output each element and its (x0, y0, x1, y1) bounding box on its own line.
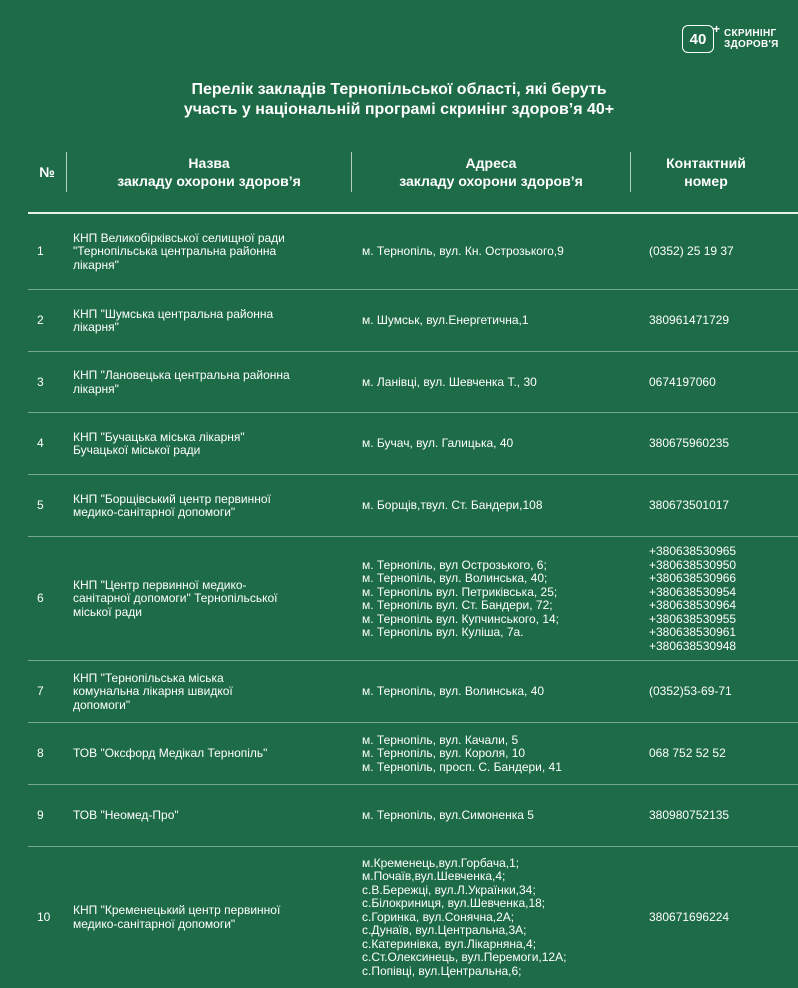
facility-name-line: КНП Великобірківської селищної ради (73, 230, 285, 245)
header-address (353, 152, 629, 192)
contact-phone (649, 847, 798, 988)
row-number: 10 (37, 909, 51, 924)
facility-name-line: комунальна лікарня швидкої (73, 684, 233, 699)
page-title (0, 80, 798, 120)
logo-badge (682, 22, 720, 53)
facility-address-line: м. Тернопіль, вул Острозького, 6; (362, 557, 547, 572)
header-divider (66, 152, 67, 192)
facility-name-line: КНП "Шумська центральна районна (73, 306, 274, 321)
screening-logo (682, 22, 790, 56)
contact-phone-line: 0674197060 (649, 374, 716, 389)
facility-name-line: ТОВ "Оксфорд Медікал Тернопіль" (73, 746, 268, 761)
facility-address-line: м. Тернопіль вул. Куліша, 7а. (362, 625, 524, 639)
facility-address-line: с.Білокриниця, вул.Шевченка,18; (362, 896, 546, 911)
header-phone-line1: Контактний (666, 155, 746, 171)
facility-address-line: с.Горинка, вул.Сонячна,2А; (362, 909, 515, 924)
facility-address (362, 413, 632, 475)
facility-name (73, 847, 348, 988)
row-number: 8 (37, 746, 44, 761)
contact-phone-line: 068 752 52 52 (649, 746, 726, 761)
facility-address (362, 475, 632, 537)
contact-phone (649, 352, 798, 413)
facility-address-line: м. Тернопіль вул. Купчинського, 14; (362, 611, 560, 626)
facility-name-line: КНП "Борщівський центр первинної (73, 491, 271, 506)
contact-phone-line: +380638530961 (649, 625, 737, 639)
facility-address (362, 352, 632, 413)
facility-name-line: КНП "Тернопільська міська (73, 670, 224, 685)
facility-address (362, 537, 632, 661)
facility-address-line: м. Тернопіль вул. Петриківська, 25; (362, 584, 558, 599)
facility-address (362, 290, 632, 352)
facility-name-line: "Тернопільська центральна районна (73, 244, 277, 259)
contact-phone-line: 380671696224 (649, 909, 730, 924)
facility-address (362, 214, 632, 290)
logo-line1: СКРИНІНГ (724, 28, 777, 39)
facility-name-line: лікарня" (73, 257, 119, 272)
facility-address-line: м. Тернопіль вул. Ст. Бандери, 72; (362, 598, 553, 612)
facility-name (73, 785, 348, 847)
facility-address-line: м. Тернопіль, вул. Волинська, 40 (362, 684, 545, 699)
row-number: 6 (37, 591, 44, 606)
facility-name-line: міської ради (73, 604, 142, 619)
facility-name-line: ТОВ "Неомед-Про" (73, 808, 179, 823)
facility-address-line: м. Тернопіль, просп. С. Бандери, 41 (362, 759, 562, 774)
contact-phone-line: (0352)53-69-71 (649, 684, 732, 699)
logo-plus: + (712, 22, 720, 36)
facility-address-line: с.Попівці, вул.Центральна,6; (362, 963, 522, 978)
facility-address-line: м.Кременець,вул.Горбача,1; (362, 855, 520, 870)
row-number: 5 (37, 498, 44, 513)
contact-phone-line: 380961471729 (649, 313, 730, 328)
header-phone-line2: номер (684, 173, 728, 189)
contact-phone-line: +380638530955 (649, 611, 737, 626)
header-num-label: № (39, 164, 55, 180)
row-number: 7 (37, 684, 44, 699)
facility-name (73, 537, 348, 661)
title-line2: участь у національній програмі скринінг здоров’я 40+ (183, 101, 615, 118)
contact-phone (649, 537, 798, 661)
row-number: 2 (37, 313, 44, 328)
contact-phone-line: +380638530964 (649, 598, 737, 612)
facility-address-line: м. Тернопіль, вул. Волинська, 40; (362, 571, 548, 585)
table-row (28, 847, 798, 988)
facility-name-line: лікарня" (73, 320, 119, 334)
facility-name (73, 290, 348, 352)
contact-phone (649, 413, 798, 475)
contact-phone (649, 214, 798, 290)
facility-address (362, 723, 632, 785)
table-row (28, 214, 798, 290)
contact-phone-line: +380638530965 (649, 544, 737, 558)
header-addr-line2: закладу охорони здоров’я (399, 173, 583, 189)
facility-name-line: КНП "Кременецький центр первинної (73, 903, 281, 917)
facility-name-line: КНП "Центр первинної медико- (73, 577, 247, 592)
facility-name-line: лікарня" (73, 381, 119, 396)
header-phone (632, 152, 780, 192)
facility-address-line: с.Дунаїв, вул.Центральна,3А; (362, 923, 527, 938)
facility-name (73, 661, 348, 723)
facility-name (73, 413, 348, 475)
table-row (28, 290, 798, 352)
facility-name-line: КНП "Бучацька міська лікарня" (73, 429, 245, 444)
facility-name-line: медико-санітарної допомоги" (73, 916, 236, 931)
header-addr-line1: Адреса (465, 155, 517, 171)
facility-address-line: м. Борщів,твул. Ст. Бандери,108 (362, 498, 543, 513)
header-name-line2: закладу охорони здоров’я (117, 173, 301, 189)
facility-address-line: м. Шумськ, вул.Енергетична,1 (362, 313, 529, 328)
contact-phone (649, 723, 798, 785)
facility-address (362, 847, 632, 988)
contact-phone-line: 380980752135 (649, 808, 730, 823)
facility-address-line: с.Катеринівка, вул.Лікарняна,4; (362, 936, 537, 951)
table-header (28, 152, 798, 192)
facility-name (73, 214, 348, 290)
row-number: 9 (37, 808, 44, 823)
table-row (28, 475, 798, 537)
facility-address-line: м. Тернопіль, вул.Симоненка 5 (362, 808, 534, 823)
contact-phone (649, 290, 798, 352)
facility-address-line: м. Тернопіль, вул. Короля, 10 (362, 746, 526, 761)
logo-text (724, 28, 779, 50)
facility-address-line: м. Ланівці, вул. Шевченка Т., 30 (362, 374, 537, 389)
facility-name (73, 475, 348, 537)
contact-phone-line: +380638530950 (649, 557, 737, 572)
facility-address-line: м.Почаїв,вул.Шевченка,4; (362, 869, 506, 884)
table-row (28, 413, 798, 475)
header-divider (351, 152, 352, 192)
facility-address-line: м. Тернопіль, вул. Кн. Острозького,9 (362, 244, 564, 259)
table-row (28, 661, 798, 723)
contact-phone (649, 785, 798, 847)
logo-line2: ЗДОРОВ'Я (724, 39, 779, 50)
row-number: 1 (37, 244, 44, 259)
facility-name-line: Бучацької міської ради (73, 443, 201, 457)
contact-phone-line: 380675960235 (649, 436, 730, 451)
contact-phone-line: +380638530948 (649, 638, 737, 653)
logo-badge-number: 40 (689, 30, 707, 48)
header-num (34, 152, 60, 192)
facility-address-line: с.В.Бережці, вул.Л.Українки,34; (362, 882, 536, 897)
facility-address-line: м. Тернопіль, вул. Качали, 5 (362, 732, 519, 747)
facility-address-line: м. Бучач, вул. Галицька, 40 (362, 436, 514, 451)
table-row (28, 352, 798, 413)
contact-phone-line: +380638530966 (649, 571, 737, 585)
header-name (68, 152, 350, 192)
facility-name-line: санітарної допомоги" Тернопільської (73, 591, 278, 606)
facility-name-line: медико-санітарної допомоги" (73, 505, 236, 519)
facility-name (73, 723, 348, 785)
facility-name (73, 352, 348, 413)
table-row (28, 723, 798, 785)
facility-address (362, 661, 632, 723)
table-row (28, 785, 798, 847)
row-number: 3 (37, 374, 44, 389)
row-number: 4 (37, 436, 44, 451)
contact-phone (649, 661, 798, 723)
facility-address (362, 785, 632, 847)
facility-name-line: допомоги" (73, 697, 131, 712)
facility-address-line: с.Ст.Олексинець, вул.Перемоги,12А; (362, 950, 567, 965)
contact-phone-line: 380673501017 (649, 498, 730, 513)
header-divider (630, 152, 631, 192)
table-row (28, 537, 798, 661)
contact-phone (649, 475, 798, 537)
title-line1: Перелік закладів Тернопільської області, які беруть (191, 81, 607, 98)
header-name-line1: Назва (188, 155, 230, 171)
contact-phone-line: (0352) 25 19 37 (649, 244, 734, 259)
facility-name-line: КНП "Лановецька центральна районна (73, 368, 290, 382)
contact-phone-line: +380638530954 (649, 584, 737, 599)
